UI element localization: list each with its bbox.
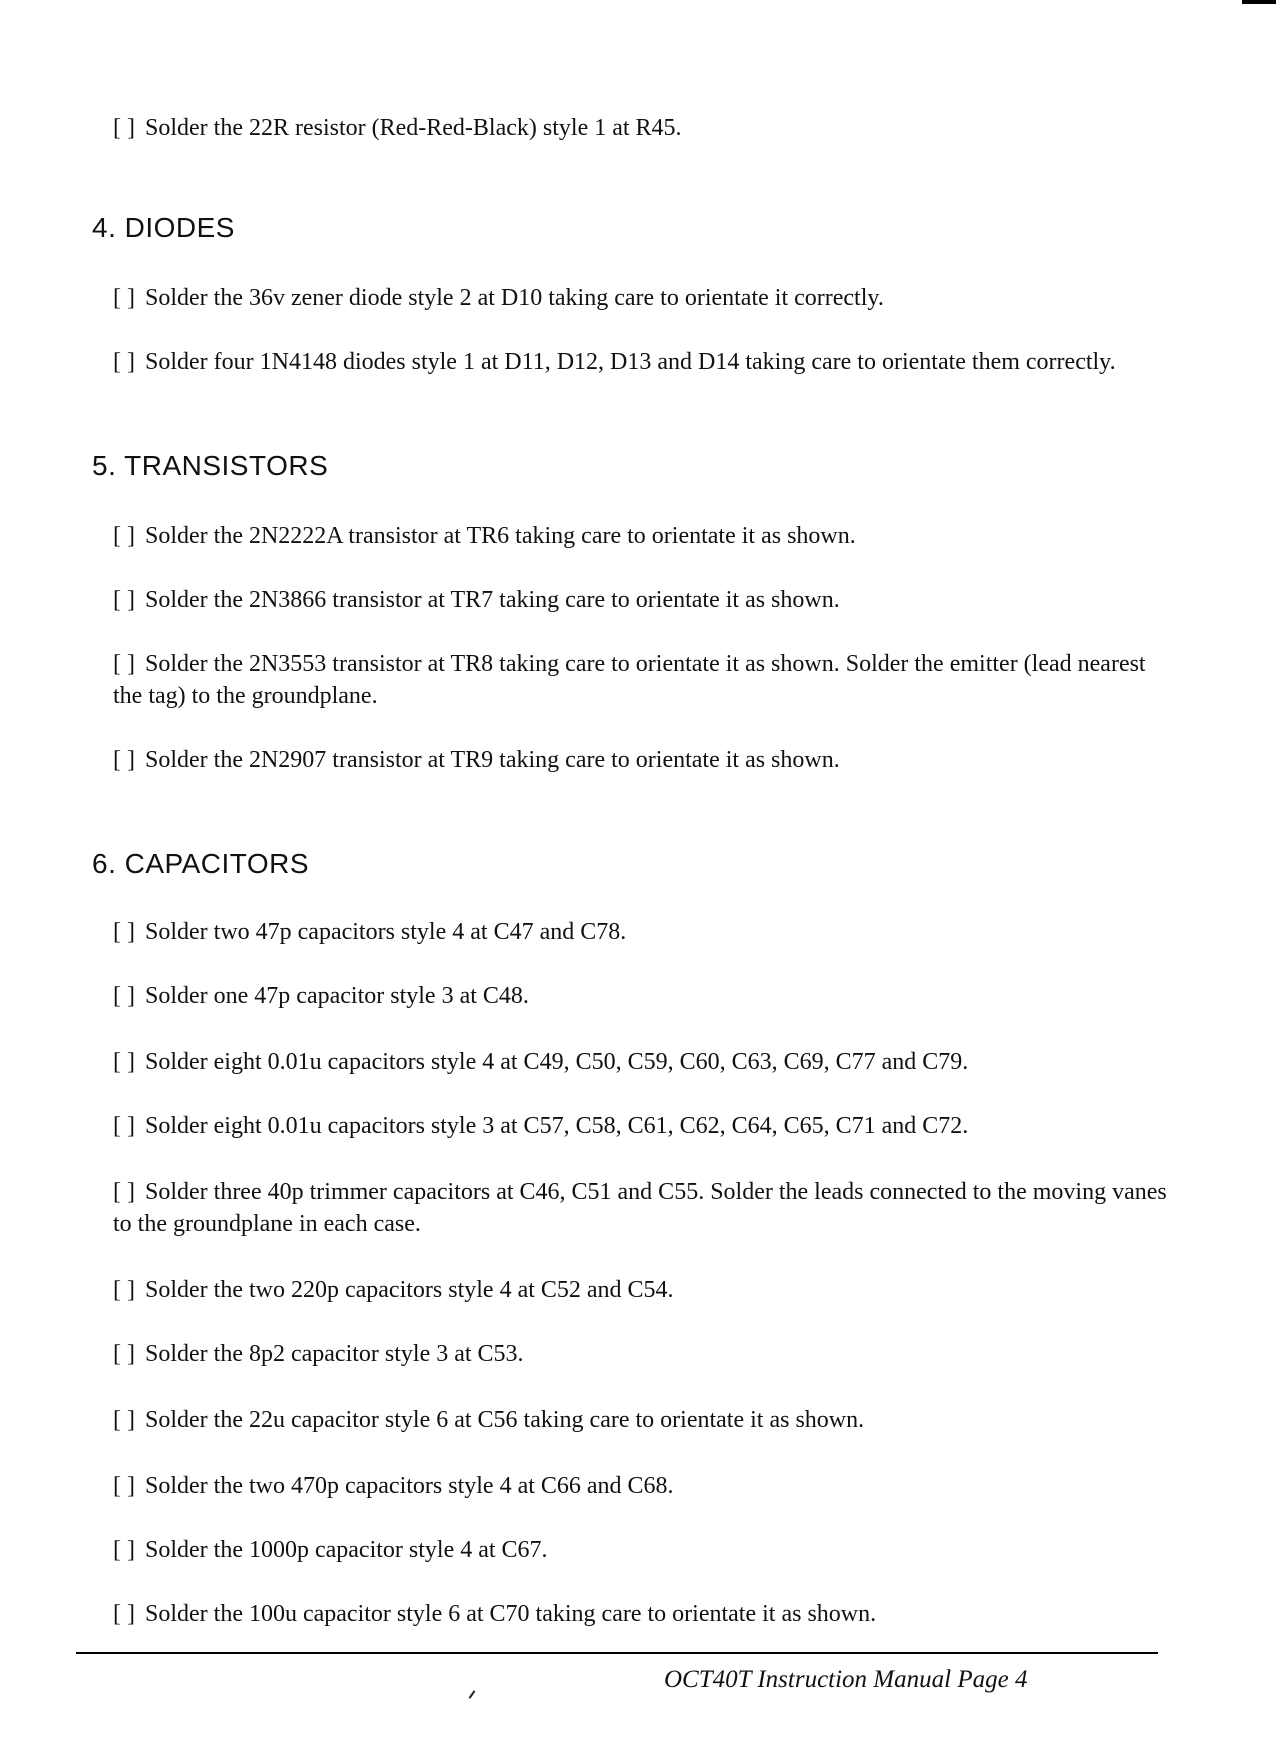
scan-speck — [469, 1690, 476, 1699]
checkbox[interactable]: [ ] — [113, 349, 135, 375]
checklist-item — [113, 1338, 1173, 1370]
checkbox[interactable]: [ ] — [113, 651, 135, 677]
checklist-item — [113, 744, 1173, 776]
item-text: Solder the 22u capacitor style 6 at C56 taking care to orientate it as shown. — [144, 1407, 865, 1433]
checkbox[interactable]: [ ] — [113, 919, 135, 945]
footer-divider — [76, 1652, 1158, 1654]
checklist-item — [113, 1176, 1173, 1240]
item-text: Solder the 2N3866 transistor at TR7 taking care to orientate it as shown. — [144, 587, 840, 613]
checklist-item — [113, 980, 1173, 1012]
checkbox[interactable]: [ ] — [113, 1537, 135, 1563]
checklist-item — [113, 346, 1173, 378]
section-heading-capacitors: 6. CAPACITORS — [92, 848, 310, 879]
checkbox[interactable]: [ ] — [113, 1601, 135, 1627]
item-text: Solder the two 220p capacitors style 4 at C52 and C54. — [144, 1277, 674, 1303]
checkbox[interactable]: [ ] — [113, 1473, 135, 1499]
item-text: Solder the 1000p capacitor style 4 at C67. — [144, 1537, 548, 1563]
checklist-item — [113, 282, 1173, 314]
checkbox[interactable]: [ ] — [113, 587, 135, 613]
item-text: Solder eight 0.01u capacitors style 3 at C57, C58, C61, C62, C64, C65, C71 and C72. — [144, 1113, 969, 1139]
checklist-item — [113, 1274, 1173, 1306]
checkbox[interactable]: [ ] — [113, 747, 135, 773]
item-text: Solder the two 470p capacitors style 4 at C66 and C68. — [144, 1473, 674, 1499]
checkbox[interactable]: [ ] — [113, 1113, 135, 1139]
checkbox[interactable]: [ ] — [113, 115, 135, 141]
item-text: Solder the 2N2222A transistor at TR6 taking care to orientate it as shown. — [144, 523, 856, 549]
checkbox[interactable]: [ ] — [113, 523, 135, 549]
checkbox[interactable]: [ ] — [113, 983, 135, 1009]
scan-corner-mark — [1242, 0, 1276, 4]
item-text: Solder three 40p trimmer capacitors at C46, C51 and C55. Solder the leads connected to the moving vanes to the groundplane in each case. — [113, 1179, 1167, 1237]
checkbox[interactable]: [ ] — [113, 1179, 135, 1205]
item-text: Solder the 2N2907 transistor at TR9 taking care to orientate it as shown. — [144, 747, 840, 773]
item-text: Solder two 47p capacitors style 4 at C47 and C78. — [144, 919, 627, 945]
checklist-item — [113, 1404, 1173, 1436]
section-heading-transistors: 5. TRANSISTORS — [92, 450, 329, 481]
checklist-item — [113, 916, 1173, 948]
checkbox[interactable]: [ ] — [113, 1407, 135, 1433]
section-heading-diodes: 4. DIODES — [92, 212, 235, 243]
checklist-item — [113, 584, 1173, 616]
checkbox[interactable]: [ ] — [113, 1341, 135, 1367]
checklist-item — [113, 112, 1173, 144]
item-text: Solder the 2N3553 transistor at TR8 taking care to orientate it as shown. Solder the emitter (lead nearest the tag) to the groundplane. — [113, 651, 1146, 709]
checklist-item — [113, 1046, 1173, 1078]
checklist-item — [113, 1110, 1173, 1142]
page-footer: OCT40T Instruction Manual Page 4 — [664, 1666, 1028, 1693]
checkbox[interactable]: [ ] — [113, 1277, 135, 1303]
checklist-item — [113, 520, 1173, 552]
checklist-item — [113, 648, 1173, 712]
checkbox[interactable]: [ ] — [113, 285, 135, 311]
checkbox[interactable]: [ ] — [113, 1049, 135, 1075]
item-text: Solder the 100u capacitor style 6 at C70 taking care to orientate it as shown. — [144, 1601, 877, 1627]
item-text: Solder four 1N4148 diodes style 1 at D11, D12, D13 and D14 taking care to orientate them correctly. — [144, 349, 1116, 375]
item-text: Solder the 36v zener diode style 2 at D10 taking care to orientate it correctly. — [144, 285, 884, 311]
checklist-item — [113, 1598, 1173, 1630]
item-text: Solder the 22R resistor (Red-Red-Black) style 1 at R45. — [144, 115, 682, 141]
item-text: Solder the 8p2 capacitor style 3 at C53. — [144, 1341, 524, 1367]
item-text: Solder eight 0.01u capacitors style 4 at C49, C50, C59, C60, C63, C69, C77 and C79. — [144, 1049, 969, 1075]
item-text: Solder one 47p capacitor style 3 at C48. — [144, 983, 529, 1009]
checklist-item — [113, 1534, 1173, 1566]
checklist-item — [113, 1470, 1173, 1502]
